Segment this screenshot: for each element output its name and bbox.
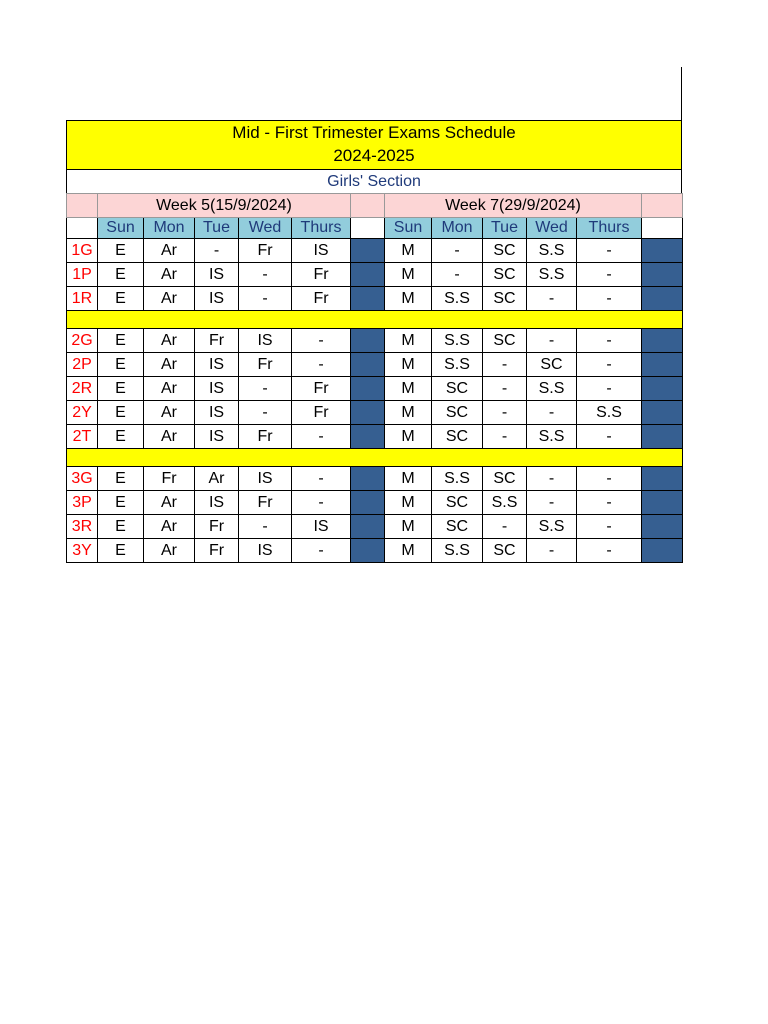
week-a-exam-cell: Fr [292,401,351,425]
week-a-exam-cell: - [292,467,351,491]
week-a-exam-cell: - [292,329,351,353]
week-b-filler [642,425,683,449]
day-header-row [67,218,683,239]
week-a-exam-cell: IS [292,239,351,263]
grade-separator [67,449,683,467]
week-b-exam-cell: SC [432,377,483,401]
title-line-2: 2024-2025 [333,146,415,165]
week-b-exam-cell: S.S [432,467,483,491]
week-a-exam-cell: E [98,539,144,563]
class-row [67,329,683,353]
week-b-exam-cell: - [577,287,642,311]
class-row [67,401,683,425]
week-a-exam-cell: Ar [144,491,195,515]
week-b-exam-cell: S.S [527,263,577,287]
week-b-exam-cell: SC [483,263,527,287]
week-b-exam-cell: S.S [527,377,577,401]
week-b-filler [642,329,683,353]
week-b-filler [642,467,683,491]
week-b-exam-cell: M [385,515,432,539]
class-row [67,539,683,563]
class-row [67,425,683,449]
week-b-exam-cell: SC [483,239,527,263]
week-b-exam-cell: SC [432,425,483,449]
week-a-filler [351,377,385,401]
class-row [67,287,683,311]
week-b-exam-cell: SC [432,491,483,515]
week-a-exam-cell: - [292,539,351,563]
class-row [67,353,683,377]
week-b-exam-cell: SC [483,539,527,563]
week-a-exam-cell: IS [195,287,239,311]
week-b-exam-cell: - [527,467,577,491]
week-a-filler [351,515,385,539]
day-corner [67,218,98,239]
week-b-exam-cell: S.S [527,239,577,263]
week-b-exam-cell: M [385,401,432,425]
week-b-exam-cell: S.S [527,425,577,449]
week-b-exam-cell: S.S [432,353,483,377]
week-a-exam-cell: E [98,377,144,401]
week-b-exam-cell: - [527,491,577,515]
class-label: 2G [67,329,98,353]
schedule-title [66,120,682,170]
day-b-tue: Tue [483,218,527,239]
class-label: 3Y [67,539,98,563]
class-label: 2P [67,353,98,377]
week-a-exam-cell: Ar [144,353,195,377]
week-b-filler [642,401,683,425]
week-b-label: Week 7(29/9/2024) [385,194,642,218]
week-a-exam-cell: Fr [195,539,239,563]
day-a-thurs: Thurs [292,218,351,239]
week-b-exam-cell: - [432,239,483,263]
week-b-exam-cell: - [483,401,527,425]
day-b-wed: Wed [527,218,577,239]
week-b-filler [642,239,683,263]
week-b-exam-cell: - [577,239,642,263]
class-label: 2T [67,425,98,449]
class-label: 1R [67,287,98,311]
week-a-exam-cell: Fr [292,377,351,401]
week-header-row [67,194,683,218]
week-a-exam-cell: Ar [144,329,195,353]
week-a-filler [351,329,385,353]
week-b-exam-cell: - [577,425,642,449]
week-a-filler [351,263,385,287]
week-a-exam-cell: E [98,329,144,353]
week-b-exam-cell: S.S [527,515,577,539]
week-a-exam-cell: IS [195,401,239,425]
week-b-exam-cell: SC [432,515,483,539]
week-b-filler [642,539,683,563]
class-row [67,467,683,491]
week-a-exam-cell: IS [239,539,292,563]
week-b-exam-cell: M [385,491,432,515]
week-b-exam-cell: SC [483,287,527,311]
day-a-mon: Mon [144,218,195,239]
week-a-exam-cell: E [98,425,144,449]
class-row [67,491,683,515]
week-a-exam-cell: IS [195,263,239,287]
week-a-exam-cell: Fr [195,515,239,539]
week-b-exam-cell: M [385,539,432,563]
week-b-exam-cell: M [385,329,432,353]
week-b-exam-cell: - [577,377,642,401]
week-a-exam-cell: Ar [144,425,195,449]
week-b-exam-cell: - [577,515,642,539]
week-b-exam-cell: M [385,263,432,287]
week-b-filler [642,491,683,515]
week-b-exam-cell: SC [527,353,577,377]
week-a-exam-cell: Ar [195,467,239,491]
day-b-sun: Sun [385,218,432,239]
grade-separator [67,311,683,329]
day-a-wed: Wed [239,218,292,239]
week-a-exam-cell: - [292,425,351,449]
week-b-exam-cell: - [577,539,642,563]
week-a-label: Week 5(15/9/2024) [98,194,351,218]
cell-border-line [681,67,682,120]
week-a-exam-cell: Ar [144,239,195,263]
grade-separator-row [67,311,683,329]
week-b-exam-cell: - [577,329,642,353]
week-b-exam-cell: M [385,239,432,263]
schedule-sheet [66,120,682,563]
week-b-exam-cell: - [483,377,527,401]
week-a-filler [351,353,385,377]
week-b-exam-cell: S.S [432,539,483,563]
week-b-exam-cell: M [385,287,432,311]
week-a-exam-cell: - [239,287,292,311]
week-a-exam-cell: - [239,263,292,287]
schedule-table [66,193,683,563]
week-a-exam-cell: E [98,515,144,539]
week-b-exam-cell: SC [483,329,527,353]
class-label: 2R [67,377,98,401]
week-b-exam-cell: M [385,353,432,377]
class-row [67,239,683,263]
week-a-exam-cell: Fr [195,329,239,353]
week-a-filler [351,401,385,425]
week-b-filler [642,287,683,311]
section-label: Girls' Section [66,170,682,193]
week-b-exam-cell: SC [432,401,483,425]
week-corner [67,194,98,218]
week-b-exam-cell: M [385,377,432,401]
week-a-filler [351,491,385,515]
week-a-exam-cell: - [292,353,351,377]
week-gap [351,194,385,218]
week-b-exam-cell: S.S [432,287,483,311]
class-row [67,377,683,401]
week-b-filler [642,377,683,401]
week-a-exam-cell: E [98,263,144,287]
week-a-exam-cell: IS [195,353,239,377]
week-a-exam-cell: IS [239,467,292,491]
week-b-filler [642,353,683,377]
week-b-exam-cell: - [577,491,642,515]
week-b-exam-cell: - [527,539,577,563]
week-b-exam-cell: - [577,353,642,377]
week-a-exam-cell: Ar [144,287,195,311]
week-b-exam-cell: S.S [432,329,483,353]
week-a-exam-cell: Ar [144,263,195,287]
day-a-tue: Tue [195,218,239,239]
week-a-exam-cell: E [98,287,144,311]
week-a-exam-cell: IS [239,329,292,353]
week-a-exam-cell: Ar [144,515,195,539]
week-a-exam-cell: Fr [292,287,351,311]
week-a-exam-cell: - [239,401,292,425]
week-b-exam-cell: - [483,353,527,377]
week-b-exam-cell: S.S [483,491,527,515]
week-b-exam-cell: - [483,515,527,539]
week-b-exam-cell: S.S [577,401,642,425]
week-a-filler [351,467,385,491]
week-a-exam-cell: E [98,491,144,515]
week-b-filler [642,263,683,287]
week-a-exam-cell: IS [292,515,351,539]
class-label: 1P [67,263,98,287]
week-a-filler [351,239,385,263]
week-a-filler [351,287,385,311]
class-label: 1G [67,239,98,263]
week-a-exam-cell: Fr [144,467,195,491]
day-end [642,218,683,239]
week-a-exam-cell: - [239,515,292,539]
grade-separator-row [67,449,683,467]
week-a-exam-cell: Fr [239,353,292,377]
week-a-filler [351,539,385,563]
week-a-exam-cell: Fr [239,239,292,263]
week-a-exam-cell: Ar [144,539,195,563]
week-b-exam-cell: - [527,287,577,311]
week-b-exam-cell: - [527,329,577,353]
class-label: 3P [67,491,98,515]
title-line-1: Mid - First Trimester Exams Schedule [232,123,516,142]
week-a-exam-cell: Ar [144,377,195,401]
week-b-exam-cell: - [577,263,642,287]
week-a-exam-cell: - [195,239,239,263]
week-a-filler [351,425,385,449]
day-b-thurs: Thurs [577,218,642,239]
week-a-exam-cell: - [292,491,351,515]
week-a-exam-cell: E [98,401,144,425]
week-end [642,194,683,218]
week-b-exam-cell: - [577,467,642,491]
week-b-exam-cell: M [385,467,432,491]
day-b-mon: Mon [432,218,483,239]
week-b-exam-cell: M [385,425,432,449]
week-b-exam-cell: - [432,263,483,287]
week-a-exam-cell: Fr [292,263,351,287]
week-b-exam-cell: - [527,401,577,425]
week-a-exam-cell: E [98,353,144,377]
week-a-exam-cell: - [239,377,292,401]
week-a-exam-cell: IS [195,491,239,515]
week-b-exam-cell: SC [483,467,527,491]
week-a-exam-cell: E [98,467,144,491]
week-b-exam-cell: - [483,425,527,449]
week-a-exam-cell: IS [195,377,239,401]
day-a-sun: Sun [98,218,144,239]
week-a-exam-cell: E [98,239,144,263]
day-gap [351,218,385,239]
class-row [67,515,683,539]
week-a-exam-cell: Fr [239,491,292,515]
week-a-exam-cell: Ar [144,401,195,425]
class-label: 3G [67,467,98,491]
week-a-exam-cell: Fr [239,425,292,449]
class-label: 3R [67,515,98,539]
class-label: 2Y [67,401,98,425]
week-b-filler [642,515,683,539]
week-a-exam-cell: IS [195,425,239,449]
class-row [67,263,683,287]
